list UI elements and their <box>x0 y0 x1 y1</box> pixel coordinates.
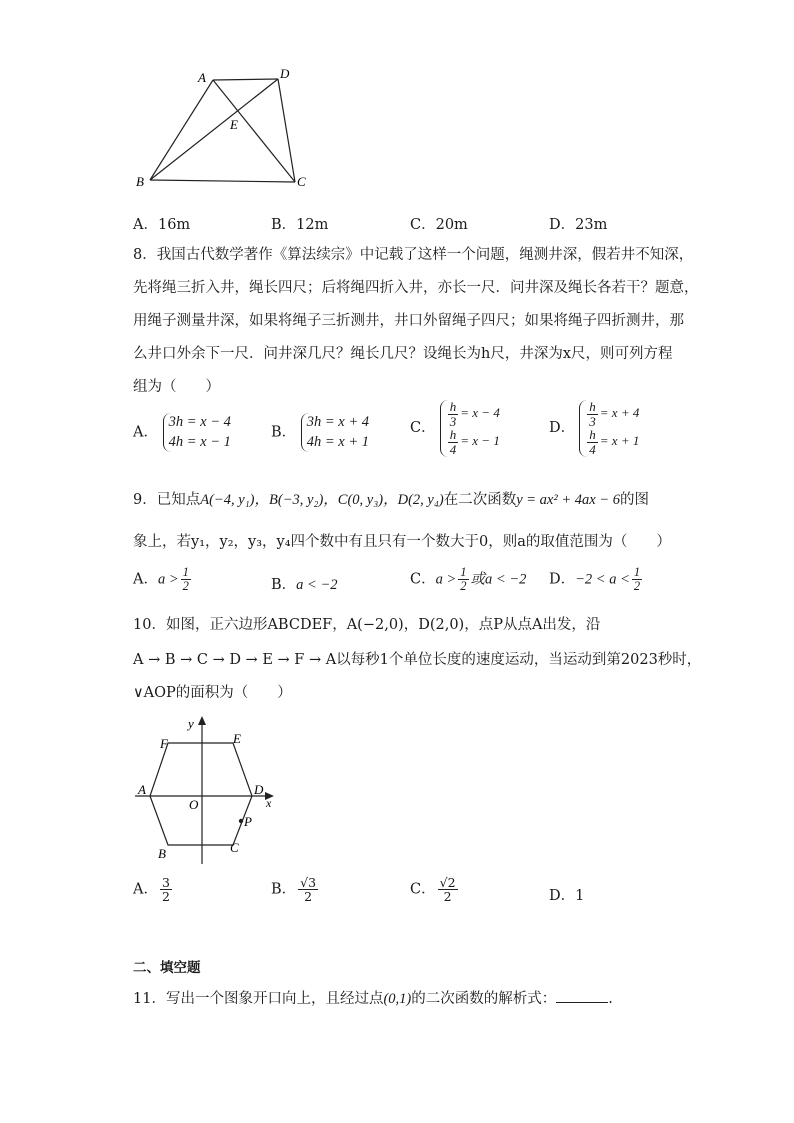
equation-system: 3h = x − 4 4h = x − 1 <box>163 413 231 452</box>
q7-option-b[interactable]: B．12m <box>271 217 329 233</box>
q8-option-b[interactable]: B． 3h = x + 4 4h = x + 1 <box>271 413 369 452</box>
q8-line-2: 先将绳三折入井，绳长四尺；后将绳四折入井，亦长一尺．问井深及绳长各若干？题意， <box>133 280 699 296</box>
q9-option-a[interactable]: A．a > $\frac{1}{2}$ <box>133 565 189 594</box>
equation-system: $\frac{h}{3}$ = x − 4 $\frac{h}{4}$ = x − 1 <box>440 400 500 457</box>
q7-option-d[interactable]: D．23m <box>549 217 608 233</box>
q8-option-a[interactable]: A． 3h = x − 4 4h = x − 1 <box>133 413 231 452</box>
label-c: C <box>297 174 306 189</box>
segment-ab <box>150 80 213 180</box>
label-b: B <box>136 174 144 189</box>
q8-option-c[interactable]: C． $\frac{h}{3}$ = x − 4 $\frac{h}{4}$ = x − 1 <box>410 399 500 457</box>
diagonal-bd <box>150 79 278 180</box>
q9-option-c[interactable]: C．a > $\frac{1}{2}$ 或a < −2 <box>410 565 527 594</box>
label-p: P <box>244 814 252 829</box>
q8-line-1: 8．我国古代数学著作《算法续宗》中记载了这样一个问题，绳测井深，假若井不知深， <box>133 247 694 263</box>
label-e: E <box>233 731 241 746</box>
q8-line-3: 用绳子测量井深，如果将绳子三折测井，井口外留绳子四尺；如果将绳子四折测井，那 <box>133 313 684 329</box>
equation-system: $\frac{h}{3}$ = x + 4 $\frac{h}{4}$ = x + 1 <box>579 400 639 457</box>
segment-bc <box>150 180 295 182</box>
q10-figure <box>130 712 290 872</box>
q10-option-d[interactable]: D．1 <box>549 888 585 904</box>
label-d: D <box>280 66 290 81</box>
point-p <box>239 819 243 823</box>
q8-line-5: 组为（ ） <box>133 379 220 395</box>
q10-option-a[interactable]: A． $\frac{3}{2}$ <box>133 875 170 905</box>
segment-dc <box>278 79 295 182</box>
hexagon <box>150 743 252 845</box>
label-d: D <box>254 782 264 797</box>
label-c: C <box>230 840 239 855</box>
q7-option-c[interactable]: C．20m <box>410 217 468 233</box>
q10-line-1: 10．如图，正六边形ABCDEF，A(−2,0)，D(2,0)，点P从点A出发，沿 <box>133 617 601 633</box>
q8-line-4: 么井口外余下一尺．问井深几尺？绳长几尺？设绳长为h尺，井深为x尺，则可列方程 <box>133 346 673 362</box>
equation-system: 3h = x + 4 4h = x + 1 <box>301 413 369 452</box>
answer-blank[interactable] <box>556 1002 608 1003</box>
q9-option-d[interactable]: D．−2 < a < $\frac{1}{2}$ <box>549 565 641 594</box>
q7-option-a[interactable]: A．16m <box>133 217 191 233</box>
q10-line-3: ∨AOP的面积为（ ） <box>133 685 292 701</box>
diagonal-ac <box>213 80 295 182</box>
label-y: y <box>188 716 194 731</box>
label-a: A <box>198 70 206 85</box>
q7-figure <box>130 62 320 192</box>
label-x: x <box>266 796 272 810</box>
y-axis-arrow <box>198 716 206 725</box>
q9-line-1: 9．已知点A(−4, y₁)，B(−3, y₂)，C(0, y₃)，D(2, y₄)在二次函数y = ax² + 4ax − 6的图 <box>133 492 649 508</box>
label-f: F <box>160 736 168 751</box>
q9-line-2: 象上，若y₁，y₂，y₃，y₄四个数中有且只有一个数大于0，则a的取值范围为（ ） <box>133 534 671 550</box>
label-b: B <box>158 846 166 861</box>
label-e: E <box>230 117 238 132</box>
q11-line: 11．写出一个图象开口向上，且经过点(0,1)的二次函数的解析式： . <box>133 991 613 1007</box>
label-a: A <box>138 782 146 797</box>
q10-option-b[interactable]: B． $\frac{√3}{2}$ <box>271 875 317 905</box>
q10-line-2: A → B → C → D → E → F → A以每秒1个单位长度的速度运动，当运动到第2023秒时， <box>133 652 702 668</box>
q9-option-b[interactable]: B．a < −2 <box>271 577 338 593</box>
q10-option-c[interactable]: C． $\frac{√2}{2}$ <box>410 875 456 905</box>
segment-ad <box>213 79 278 80</box>
label-o: O <box>189 797 199 812</box>
section-title: 二、填空题 <box>133 960 201 976</box>
q8-option-d[interactable]: D． $\frac{h}{3}$ = x + 4 $\frac{h}{4}$ = x + 1 <box>549 399 640 457</box>
